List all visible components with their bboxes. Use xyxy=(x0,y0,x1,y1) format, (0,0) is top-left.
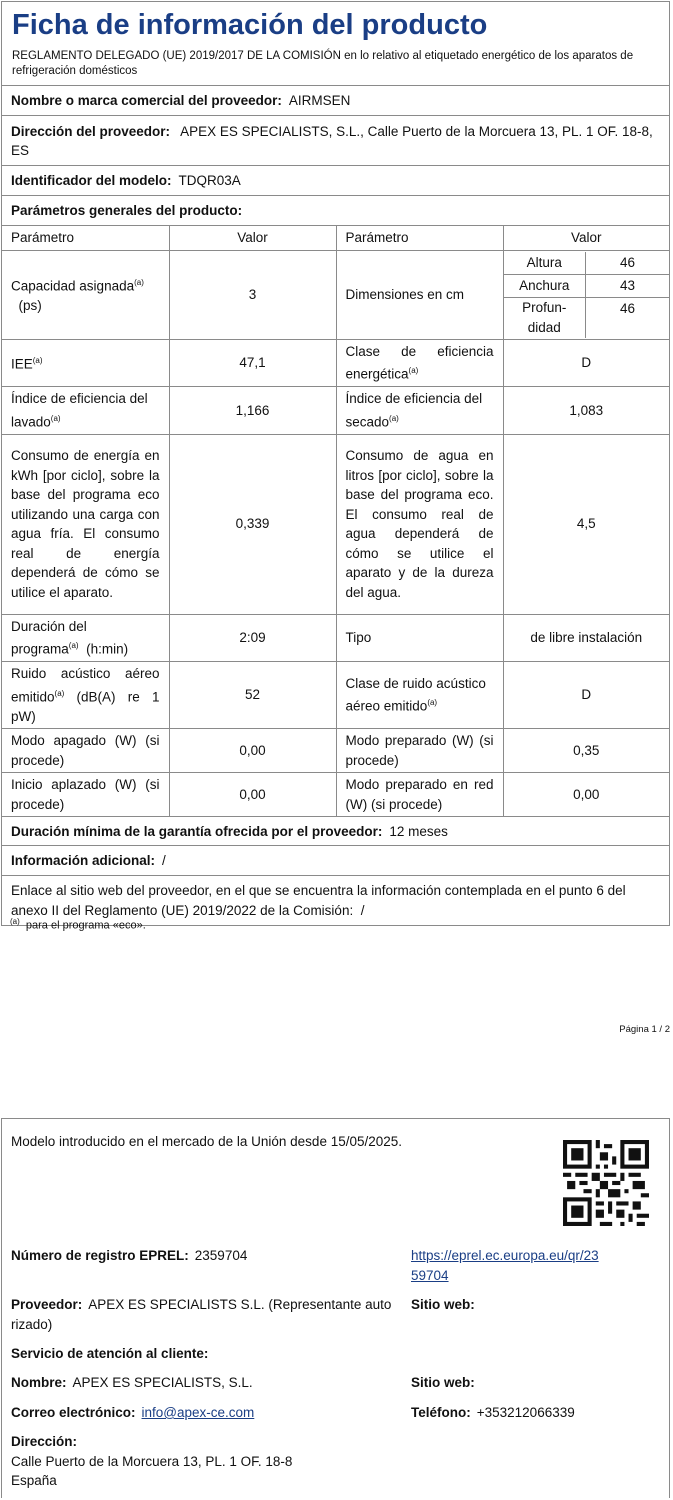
off-mode-label: Modo apagado (W) (si procede) xyxy=(2,729,169,773)
weblink-value: / xyxy=(360,902,365,918)
supplier-name-label: Nombre o marca comercial del proveedor: xyxy=(11,93,282,108)
email-label: Correo electrónico: xyxy=(11,1405,136,1420)
contact-name xyxy=(11,1373,253,1393)
warranty-label: Duración mínima de la garantía ofrecida por el proveedor: xyxy=(11,823,383,839)
delay-start-label: Inicio aplazado (W) (si procede) xyxy=(2,773,169,817)
phone-label: Teléfono: xyxy=(411,1405,471,1420)
duration-label: Duración del programa$^{(a)}$ (h:min) xyxy=(2,614,169,662)
footnote: $^{(a)}$ para el programa «eco». xyxy=(10,917,146,932)
energy-consumption-value: 0,339 xyxy=(169,434,336,614)
product-info-sheet xyxy=(1,1,670,926)
height-value: 46 xyxy=(586,252,670,275)
provider-value-2: rizado) xyxy=(11,1316,53,1332)
page-number: Página 1 / 2 xyxy=(619,1024,670,1035)
ready-mode-label: Modo preparado (W) (si procede) xyxy=(336,729,503,773)
supplier-name-row xyxy=(2,85,669,115)
capacity-value: 3 xyxy=(169,250,336,339)
general-params-row xyxy=(2,195,669,225)
qr-code-icon xyxy=(563,1140,649,1226)
phone-value: +353212066339 xyxy=(476,1405,575,1420)
col-header-param-2: Parámetro xyxy=(336,226,503,251)
dims-value-cell xyxy=(503,250,669,339)
address-label: Dirección: xyxy=(11,1434,78,1449)
network-ready-label: Modo preparado en red (W) (si procede) xyxy=(336,773,503,817)
supplier-address-value: APEX ES SPECIALISTS, S.L., Calle Puerto de la Morcuera 13, PL. 1 OF. 18-8, ES xyxy=(11,123,653,158)
noise-label: Ruido acústico aéreo emitido$^{(a)}$ (dB(A) re 1 pW) xyxy=(2,662,169,729)
iee-value: 47,1 xyxy=(169,339,336,387)
additional-info-value: / xyxy=(162,853,166,868)
width-label: Anchura xyxy=(504,274,586,297)
address-line-1: Calle Puerto de la Morcuera 13, PL. 1 OF. 18-8 xyxy=(11,1453,293,1469)
capacity-label: Capacidad asignada$^{(a)}$ (ps) xyxy=(2,250,169,339)
contact-name-label: Nombre: xyxy=(11,1375,67,1390)
eprel-number xyxy=(11,1246,247,1266)
market-date-text: Modelo introducido en el mercado de la Unión desde 15/05/2025. xyxy=(11,1134,403,1149)
eprel-number-value: 2359704 xyxy=(194,1248,248,1263)
type-value: de libre instalación xyxy=(503,614,669,662)
wash-index-value: 1,166 xyxy=(169,387,336,435)
email-link[interactable]: info@apex-ce.com xyxy=(141,1405,255,1420)
eprel-info-section xyxy=(1,1118,670,1498)
provider-value-1: APEX ES SPECIALISTS S.L. (Representante auto xyxy=(88,1297,392,1312)
provider xyxy=(11,1295,401,1334)
energy-consumption-label: Consumo de energía en kWh [por ciclo], sobre la base del programa eco utilizando una carga con agua fría. El consumo real de energía dependerá de cómo se utilice el aparato. xyxy=(2,434,169,614)
eprel-link[interactable]: https://eprel.ec.europa.eu/qr/23 59704 xyxy=(411,1248,599,1283)
weblink-text: Enlace al sitio web del proveedor, en el que se encuentra la información contemplada en el punto 6 del anexo II del Reglamento (UE) 2019/2022 de la Comisión: xyxy=(11,883,626,918)
wash-index-label: Índice de eficiencia del lavado$^{(a)}$ xyxy=(2,387,169,435)
width-value: 43 xyxy=(586,274,670,297)
supplier-address-row xyxy=(2,115,669,165)
contact-address xyxy=(11,1432,292,1491)
model-id-value: TDQR03A xyxy=(178,173,241,188)
contact-website: Sitio web: xyxy=(411,1375,475,1390)
model-id-label: Identificador del modelo: xyxy=(11,173,172,188)
depth-label: Profun- didad xyxy=(504,297,586,338)
customer-service: Servicio de atención al cliente: xyxy=(11,1346,209,1361)
model-id-row xyxy=(2,165,669,195)
provider-label: Proveedor: xyxy=(11,1297,83,1312)
col-header-value: Valor xyxy=(169,226,336,251)
efficiency-class-label: Clase de eficiencia energética$^{(a)}$ xyxy=(336,339,503,387)
noise-class-value: D xyxy=(503,662,669,729)
efficiency-class-value: D xyxy=(503,339,669,387)
col-header-value-2: Valor xyxy=(503,226,669,251)
address-line-2: España xyxy=(11,1473,57,1488)
params-table xyxy=(2,225,669,817)
dims-table xyxy=(504,252,670,338)
ready-mode-value: 0,35 xyxy=(503,729,669,773)
dry-index-label: Índice de eficiencia del secado$^{(a)}$ xyxy=(336,387,503,435)
height-label: Altura xyxy=(504,252,586,275)
iee-label: IEE$^{(a)}$ xyxy=(2,339,169,387)
col-header-param: Parámetro xyxy=(2,226,169,251)
supplier-address-label: Dirección del proveedor: xyxy=(11,123,171,139)
page-title: Ficha de información del producto xyxy=(12,9,488,41)
provider-website: Sitio web: xyxy=(411,1297,475,1312)
type-label: Tipo xyxy=(336,614,503,662)
noise-value: 52 xyxy=(169,662,336,729)
duration-value: 2:09 xyxy=(169,614,336,662)
warranty-row xyxy=(2,817,669,845)
regulation-text: REGLAMENTO DELEGADO (UE) 2019/2017 DE LA COMISIÓN en lo relativo al etiquetado energético de los aparatos de refrigeración domésticos xyxy=(12,50,634,77)
eprel-number-label: Número de registro EPREL: xyxy=(11,1248,189,1263)
off-mode-value: 0,00 xyxy=(169,729,336,773)
contact-phone xyxy=(411,1403,575,1423)
delay-start-value: 0,00 xyxy=(169,773,336,817)
supplier-name-value: AIRMSEN xyxy=(288,93,351,108)
dims-label: Dimensiones en cm xyxy=(336,250,503,339)
network-ready-value: 0,00 xyxy=(503,773,669,817)
additional-info-label: Información adicional: xyxy=(11,853,156,868)
warranty-value: 12 meses xyxy=(389,823,448,839)
contact-name-value: APEX ES SPECIALISTS, S.L. xyxy=(72,1375,253,1390)
depth-value: 46 xyxy=(586,297,670,338)
additional-info-row xyxy=(2,845,669,875)
dry-index-value: 1,083 xyxy=(503,387,669,435)
general-params-label: Parámetros generales del producto: xyxy=(11,203,243,218)
water-consumption-value: 4,5 xyxy=(503,434,669,614)
contact-email xyxy=(11,1403,254,1423)
water-consumption-label: Consumo de agua en litros [por ciclo], sobre la base del programa eco. El consumo real de agua dependerá de cómo se utilice el aparato y de la dureza del agua. xyxy=(336,434,503,614)
noise-class-label: Clase de ruido acústico aéreo emitido$^{(a)}$ xyxy=(336,662,503,729)
